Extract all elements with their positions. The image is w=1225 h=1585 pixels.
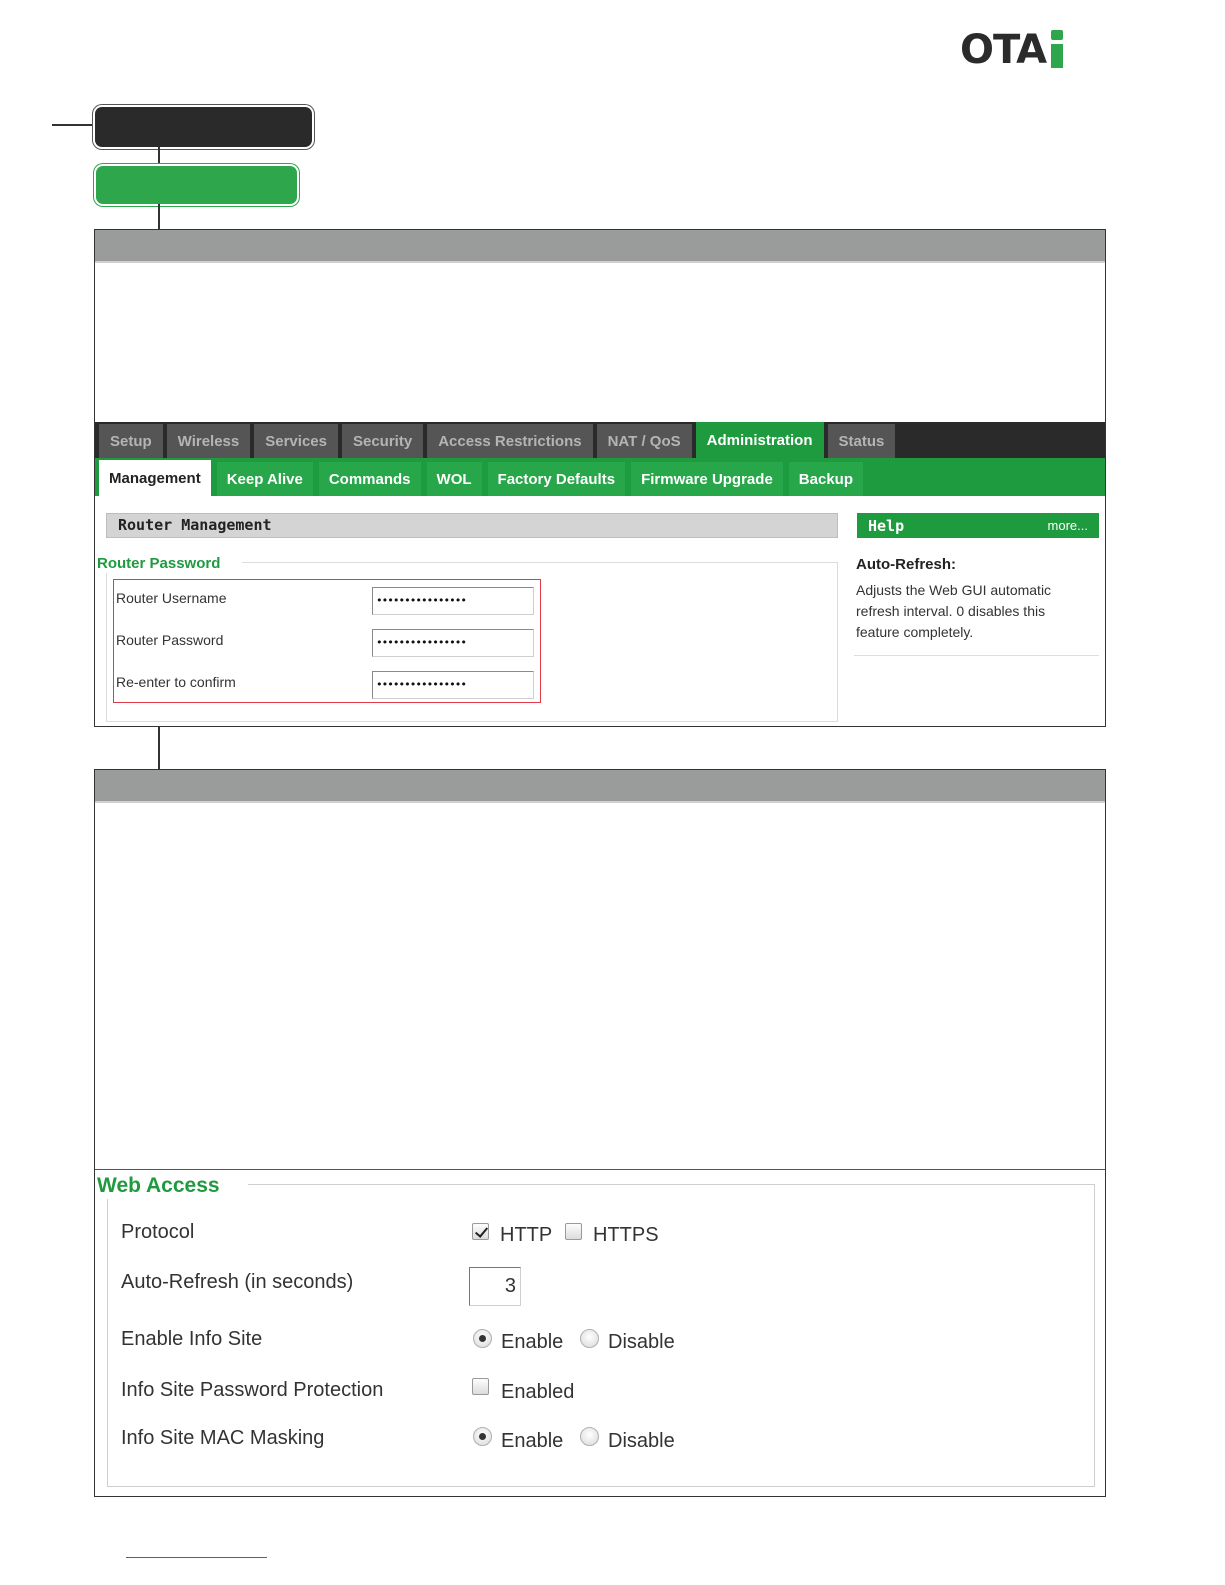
help-more-link[interactable]: more...	[1047, 518, 1088, 533]
logo-text: OTA	[960, 27, 1047, 73]
panel-header-bar	[95, 230, 1105, 263]
http-label: HTTP	[500, 1224, 553, 1246]
https-checkbox[interactable]	[565, 1223, 582, 1240]
tab-administration[interactable]: Administration	[696, 422, 824, 458]
info-site-password-checkbox[interactable]	[472, 1378, 489, 1395]
auto-refresh-input[interactable]: 3	[469, 1267, 521, 1306]
sub-navigation	[95, 458, 1105, 496]
info-site-password-label: Info Site Password Protection	[121, 1379, 384, 1401]
subtab-factory-defaults[interactable]: Factory Defaults	[488, 462, 626, 496]
auto-refresh-label: Auto-Refresh (in seconds)	[121, 1271, 354, 1293]
router-management-panel	[94, 229, 1106, 727]
help-divider	[854, 655, 1099, 656]
help-header	[857, 513, 1099, 538]
info-site-disable-radio[interactable]	[580, 1329, 599, 1348]
step-pill-dark	[95, 107, 312, 147]
https-label: HTTPS	[593, 1224, 659, 1246]
help-subtitle: Auto-Refresh:	[856, 556, 956, 573]
router-password-legend: Router Password	[97, 555, 242, 573]
tab-services[interactable]: Services	[254, 424, 338, 458]
help-text: Adjusts the Web GUI automatic refresh interval. 0 disables this feature completely.	[856, 582, 1052, 640]
router-password-label: Router Password	[116, 632, 224, 648]
router-username-label: Router Username	[116, 590, 227, 606]
tab-access-restrictions[interactable]: Access Restrictions	[427, 424, 592, 458]
info-site-enable-radio[interactable]	[473, 1329, 492, 1348]
info-site-disable-label: Disable	[608, 1331, 675, 1353]
subtab-wol[interactable]: WOL	[427, 462, 482, 496]
connector-line	[158, 204, 160, 229]
mac-masking-label: Info Site MAC Masking	[121, 1427, 325, 1449]
protocol-label: Protocol	[121, 1221, 195, 1243]
confirm-password-label: Re-enter to confirm	[116, 674, 236, 690]
footer-link-underline[interactable]	[126, 1557, 267, 1558]
tab-wireless[interactable]: Wireless	[167, 424, 251, 458]
mac-masking-enable-label: Enable	[501, 1430, 564, 1452]
subtab-commands[interactable]: Commands	[319, 462, 421, 496]
http-checkbox[interactable]	[472, 1223, 489, 1240]
subtab-firmware-upgrade[interactable]: Firmware Upgrade	[631, 462, 783, 496]
logo-i-mark	[1050, 30, 1064, 70]
info-site-password-option: Enabled	[501, 1381, 575, 1403]
tab-security[interactable]: Security	[342, 424, 423, 458]
tab-setup[interactable]: Setup	[99, 424, 163, 458]
otai-logo	[960, 27, 1064, 73]
enable-info-site-label: Enable Info Site	[121, 1328, 263, 1350]
subtab-management[interactable]: Management	[99, 460, 211, 496]
panel-header-bar	[95, 770, 1105, 803]
tab-status[interactable]: Status	[828, 424, 896, 458]
tab-nat-qos[interactable]: NAT / QoS	[597, 424, 692, 458]
subtab-keep-alive[interactable]: Keep Alive	[217, 462, 313, 496]
web-access-divider	[95, 1169, 1105, 1170]
top-navigation	[95, 422, 1105, 458]
mac-masking-disable-radio[interactable]	[580, 1427, 599, 1446]
router-username-input[interactable]: ••••••••••••••••	[372, 587, 534, 615]
confirm-password-input[interactable]: ••••••••••••••••	[372, 671, 534, 699]
router-password-input[interactable]: ••••••••••••••••	[372, 629, 534, 657]
subtab-backup[interactable]: Backup	[789, 462, 863, 496]
step-pill-green	[96, 166, 297, 204]
info-site-enable-label: Enable	[501, 1331, 564, 1353]
mac-masking-disable-label: Disable	[608, 1430, 675, 1452]
mac-masking-enable-radio[interactable]	[473, 1427, 492, 1446]
connector-line	[158, 727, 160, 769]
section-title-router-management: Router Management	[106, 513, 838, 538]
help-title: Help	[868, 516, 905, 535]
connector-line	[158, 147, 160, 166]
web-access-panel	[94, 769, 1106, 1497]
web-access-legend: Web Access	[97, 1173, 248, 1199]
connector-line	[52, 124, 96, 126]
